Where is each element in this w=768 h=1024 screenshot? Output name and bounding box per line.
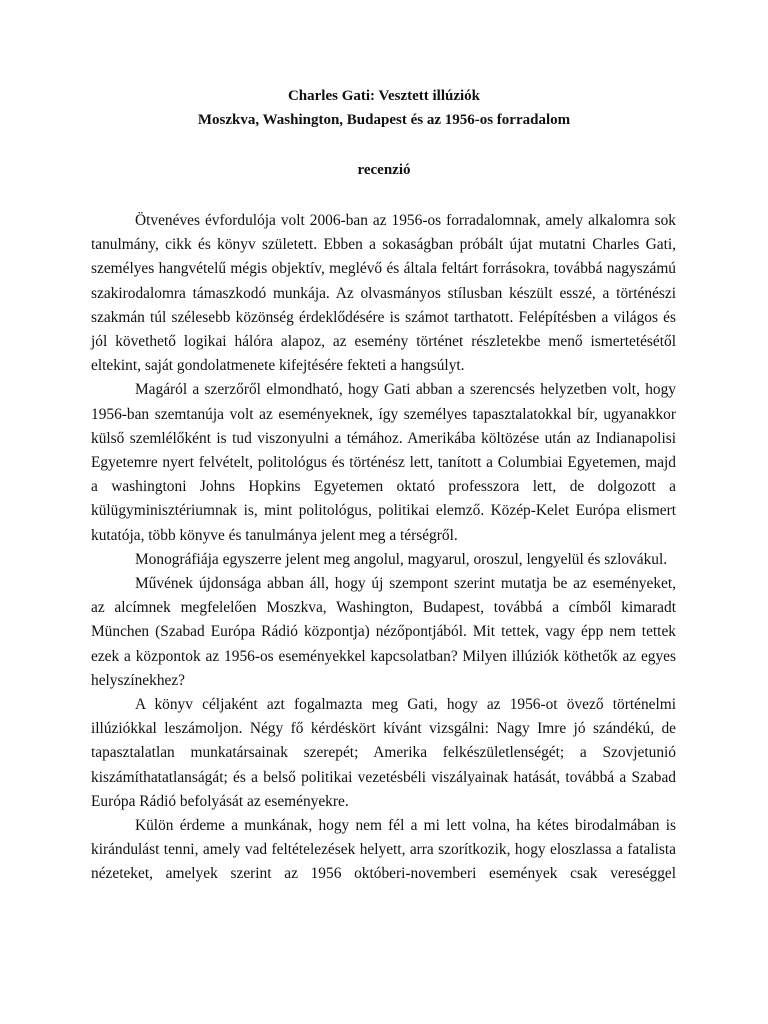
text-line: helyszínekhez? bbox=[91, 671, 186, 689]
text-line: Egyetemre nyert felvételt, politológus és történész lett, tanított a Columbiai Egyetemen, majd bbox=[91, 454, 676, 472]
text-line: személyes hangvételű mégis objektív, meglévő és általa feltárt forrásokra, továbbá nagyszámú bbox=[91, 260, 676, 278]
text-line: München (Szabad Európa Rádió központja) nézőpontjából. Mit tettek, vagy épp nem tettek bbox=[91, 623, 676, 641]
text-line: a washingtoni Johns Hopkins Egyetemen oktató professzora lett, de dolgozott a bbox=[91, 478, 676, 496]
text-line: Ötvenéves évfordulója volt 2006-ban az 1956-os forradalomnak, amely alkalomra sok bbox=[135, 212, 676, 229]
text-line: Európa Rádió befolyását az eseményekre. bbox=[91, 792, 349, 810]
paragraph bbox=[91, 378, 676, 547]
text-line: A könyv céljaként azt fogalmazta meg Gati, hogy az 1956-ot övező történelmi bbox=[135, 696, 676, 714]
text-line: jól követhető logikai hálóra alapoz, az esemény történet részletekbe menő ismertetésétől bbox=[91, 333, 676, 351]
document-label: recenzió bbox=[357, 162, 411, 178]
text-line: külügyminisztériumnak is, mint politológus, politikai elemző. Közép-Kelet Európa elismert bbox=[91, 502, 676, 520]
text-line: Monográfiája egyszerre jelent meg angolul, magyarul, oroszul, lengyelül és szlovákul. bbox=[135, 550, 668, 568]
text-line: kirándulást tenni, amely vad feltételezések helyett, arra szorítkozik, hogy eloszlassa a fatalista bbox=[91, 841, 676, 859]
text-line: szakirodalomra támaszkodó munkája. Az olvasmányos stílusban készült esszé, a történészi bbox=[91, 284, 676, 302]
text-line: nézeteket, amelyek szerint az 1956 októberi-novemberi események csak vereséggel bbox=[91, 865, 676, 883]
text-line: kiszámíthatatlanságát; és a belső politikai vezetésbéli viszályainak hatását, továbbá a Szabad bbox=[91, 768, 676, 786]
text-line: Magáról a szerzőről elmondható, hogy Gati abban a szerencsés helyzetben volt, hogy bbox=[135, 381, 676, 399]
text-line: szakmán túl szélesebb közönség érdeklődésére is számot tarthatott. Felépítésben a világos és bbox=[91, 308, 676, 326]
text-line: 1956-ban szemtanúja volt az eseményeknek, így személyes tapasztalatokkal bír, ugyanakkor bbox=[91, 405, 676, 423]
text-line: tapasztalatlan munkatársainak szerepét; Amerika felkészületlenségét; a Szovjetunió bbox=[91, 744, 676, 762]
text-line: eltekint, saját gondolatmenete kifejtésére fekteti a hangsúlyt. bbox=[91, 357, 465, 375]
paragraph bbox=[91, 209, 676, 378]
paragraph bbox=[91, 548, 676, 572]
document-subtitle: Moszkva, Washington, Budapest és az 1956-os forradalom bbox=[197, 112, 571, 128]
text-line: tanulmány, cikk és könyv született. Ebben a sokaságban próbált újat mutatni Charles Gati, bbox=[91, 236, 676, 254]
text-line: ezek a központok az 1956-os eseményekkel kapcsolatban? Milyen illúziók köthetők az egyes bbox=[91, 647, 676, 665]
document-title: Charles Gati: Vesztett illúziók bbox=[287, 88, 481, 104]
paragraph bbox=[91, 814, 676, 887]
text-line: Művének újdonsága abban áll, hogy új szempont szerint mutatja be az eseményeket, bbox=[135, 575, 676, 593]
text-line: kutatója, több könyve és tanulmánya jelent meg a térségről. bbox=[91, 526, 458, 544]
text-line: Külön érdeme a munkának, hogy nem fél a mi lett volna, ha kétes birodalmában is bbox=[135, 817, 676, 835]
document-body bbox=[91, 209, 676, 887]
paragraph bbox=[91, 572, 676, 693]
text-line: az alcímnek megfelelően Moszkva, Washington, Budapest, továbbá a címből kimaradt bbox=[91, 599, 676, 617]
paragraph bbox=[91, 693, 676, 814]
text-line: illúziókkal leszámoljon. Négy fő kérdéskört kívánt vizsgálni: Nagy Imre jó szándékú, de bbox=[91, 720, 676, 738]
text-line: külső szemlélőként is tud viszonyulni a témához. Amerikába költözése után az Indianapolisi bbox=[91, 429, 676, 447]
